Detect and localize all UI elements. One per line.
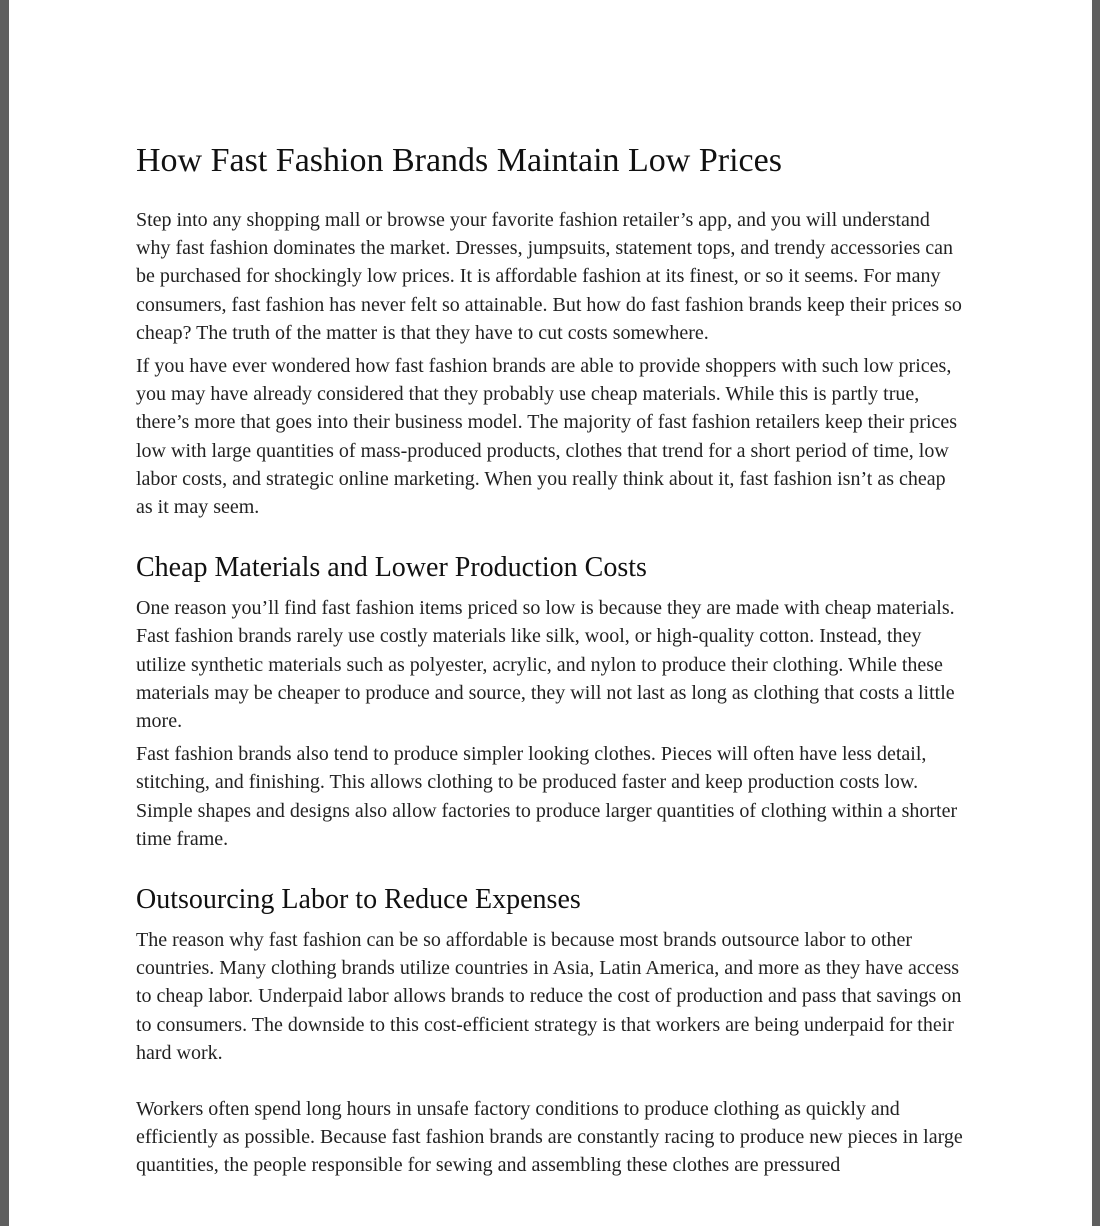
materials-paragraph-2: Fast fashion brands also tend to produce simpler looking clothes. Pieces will often have less detail, stitching, and finishing. This allows clothing to be produced faster and keep production costs low. Simple shapes and designs also allow factories to produce larger quantities of clothing within a shorter time frame. (136, 743, 958, 850)
materials-paragraph-1: One reason you’ll find fast fashion items priced so low is because they are made with cheap materials. Fast fashion brands rarely use costly materials like silk, wool, or high-quality cotton. Instead, they utilize synthetic materials such as polyester, acrylic, and nylon to produce their clothing. While these materials may be cheaper to produce and source, they will not last as long as clothing that costs a little more. (136, 597, 955, 733)
labor-paragraph-1: The reason why fast fashion can be so affordable is because most brands outsource labor to other countries. Many clothing brands utilize countries in Asia, Latin America, and more as they have access to cheap labor. Underpaid labor allows brands to reduce the cost of production and pass that savings on to consumers. The downside to this cost-efficient strategy is that workers are being underpaid for their hard work. (136, 929, 962, 1064)
document-title: How Fast Fashion Brands Maintain Low Prices (136, 142, 782, 179)
intro-paragraph-2: If you have ever wondered how fast fashion brands are able to provide shoppers with such low prices, you may have already considered that they probably use cheap materials. While this is partly true, there’s more that goes into their business model. The majority of fast fashion retailers keep their prices low with large quantities of mass-produced products, clothes that trend for a short period of time, low labor costs, and strategic online marketing. When you really think about it, fast fashion isn’t as cheap as it may seem. (136, 355, 958, 519)
labor-paragraph-2: Workers often spend long hours in unsafe factory conditions to produce clothing as quickly and efficiently as possible. Because fast fashion brands are constantly racing to produce new pieces in large quantities, the people responsible for sewing and assembling these clothes are pressured (136, 1098, 963, 1177)
section-heading-materials: Cheap Materials and Lower Production Costs (136, 552, 647, 584)
intro-paragraph-1: Step into any shopping mall or browse your favorite fashion retailer’s app, and you will understand why fast fashion dominates the market. Dresses, jumpsuits, statement tops, and trendy accessories can be purchased for shockingly low prices. It is affordable fashion at its finest, or so it seems. For many consumers, fast fashion has never felt so attainable. But how do fast fashion brands keep their prices so cheap? The truth of the matter is that they have to cut costs somewhere. (136, 209, 962, 344)
document-body (136, 140, 966, 1185)
section-heading-labor: Outsourcing Labor to Reduce Expenses (136, 884, 581, 916)
document-page (9, 0, 1092, 1226)
